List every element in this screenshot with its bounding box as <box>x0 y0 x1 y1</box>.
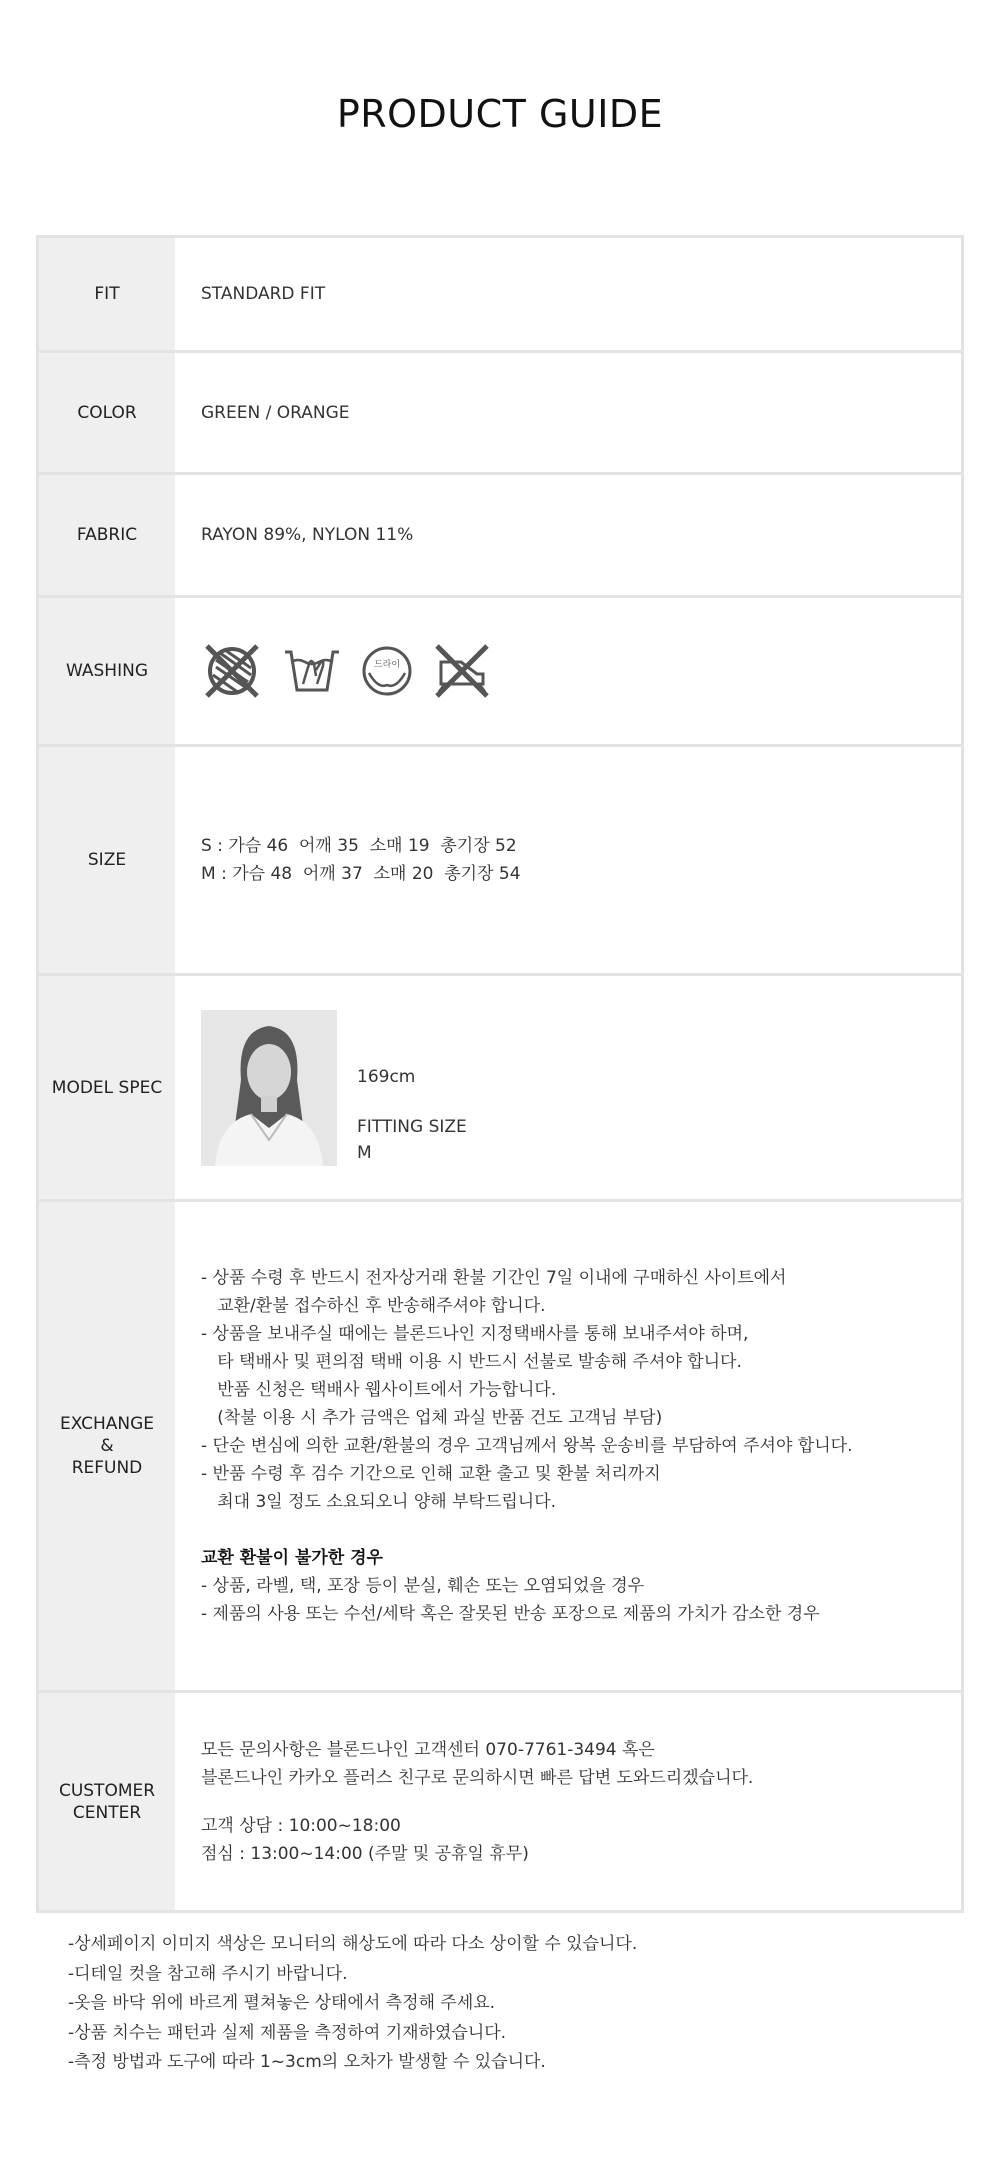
size-value <box>175 747 961 973</box>
exchange-line: - 단순 변심에 의한 교환/환불의 경우 고객님께서 왕복 운송비를 부담하여 주셔야 합니다. <box>201 1436 853 1456</box>
dry-clean-label: 드라이 <box>373 660 401 670</box>
size-label: SIZE <box>39 747 175 973</box>
exchange-refund-label: EXCHANGE & REFUND <box>39 1202 175 1690</box>
exchange-refund-value <box>175 1202 961 1690</box>
model-photo <box>201 1010 337 1166</box>
customer-hours: 고객 상담 : 10:00~18:00 <box>201 1815 401 1836</box>
row-customer-center <box>39 1693 961 1910</box>
row-color <box>39 353 961 475</box>
exchange-line: 최대 3일 정도 소요되오니 양해 부탁드립니다. <box>201 1492 557 1512</box>
product-guide-table <box>36 235 964 1913</box>
fabric-value: RAYON 89%, NYLON 11% <box>201 525 414 545</box>
model-photo-illustration <box>201 1010 337 1166</box>
notice-item: -디테일 컷을 참고해 주시기 바랍니다. <box>68 1963 348 1984</box>
row-exchange-refund <box>39 1202 961 1693</box>
model-spec-label: MODEL SPEC <box>39 976 175 1199</box>
customer-line: 모든 문의사항은 블론드나인 고객센터 070-7761-3494 혹은 <box>201 1739 655 1760</box>
exchange-line: 타 택배사 및 편의점 택배 이용 시 반드시 선불로 발송해 주셔야 합니다. <box>201 1352 742 1372</box>
fitting-size-value: M <box>357 1142 372 1163</box>
row-size <box>39 747 961 976</box>
row-fit <box>39 238 961 353</box>
fit-label: FIT <box>39 238 175 350</box>
row-model-spec <box>39 976 961 1202</box>
model-spec-value <box>175 976 961 1199</box>
exchange-line: - 상품을 보내주실 때에는 블론드나인 지정택배사를 통해 보내주셔야 하며, <box>201 1324 749 1344</box>
notice-item: -옷을 바닥 위에 바르게 펼쳐놓은 상태에서 측정해 주세요. <box>68 1993 496 2013</box>
page-title: PRODUCT GUIDE <box>336 92 664 136</box>
customer-hours: 점심 : 13:00~14:00 (주말 및 공휴일 휴무) <box>201 1843 529 1864</box>
row-fabric <box>39 475 961 598</box>
notice-item: -측정 방법과 도구에 따라 1~3cm의 오차가 발생할 수 있습니다. <box>68 2052 546 2072</box>
nonrefund-line: - 상품, 라벨, 택, 포장 등이 분실, 훼손 또는 오염되었을 경우 <box>201 1576 645 1596</box>
customer-center-value <box>175 1693 961 1910</box>
nonrefund-line: - 제품의 사용 또는 수선/세탁 혹은 잘못된 반송 포장으로 제품의 가치가 감소한 경우 <box>201 1604 820 1624</box>
nonrefund-title: 교환 환불이 불가한 경우 <box>201 1548 383 1568</box>
customer-center-label: CUSTOMER CENTER <box>39 1693 175 1910</box>
size-line-s: S : 가슴 46 어깨 35 소매 19 총기장 52 <box>201 836 517 856</box>
notice-item: -상품 치수는 패턴과 실제 제품을 측정하여 기재하였습니다. <box>68 2022 507 2043</box>
notice-list <box>68 1930 948 2078</box>
fitting-size-label: FITTING SIZE <box>357 1116 467 1137</box>
washing-icons <box>201 640 961 702</box>
exchange-line: - 상품 수령 후 반드시 전자상거래 환불 기간인 7일 이내에 구매하신 사이트에서 <box>201 1268 787 1288</box>
notice-item: -상세페이지 이미지 색상은 모니터의 해상도에 따라 다소 상이할 수 있습니다. <box>68 1934 638 1954</box>
exchange-line: - 반품 수령 후 검수 기간으로 인해 교환 출고 및 환불 처리까지 <box>201 1464 661 1484</box>
customer-line: 블론드나인 카카오 플러스 친구로 문의하시면 빠른 답변 도와드리겠습니다. <box>201 1767 754 1788</box>
exchange-line: 교환/환불 접수하신 후 반송해주셔야 합니다. <box>201 1296 546 1316</box>
washing-label: WASHING <box>39 598 175 744</box>
model-info <box>357 1064 467 1166</box>
exchange-line: (착불 이용 시 추가 금액은 업체 과실 반품 건도 고객님 부담) <box>201 1408 663 1428</box>
hand-wash-icon <box>281 640 343 702</box>
dry-clean-icon <box>361 645 413 697</box>
fabric-label: FABRIC <box>39 475 175 595</box>
row-washing <box>39 598 961 747</box>
fit-value: STANDARD FIT <box>201 284 326 304</box>
no-ironing-icon <box>431 640 493 702</box>
exchange-line: 반품 신청은 택배사 웹사이트에서 가능합니다. <box>201 1380 557 1400</box>
color-label: COLOR <box>39 353 175 472</box>
model-height: 169cm <box>357 1066 416 1087</box>
no-tumble-dry-icon <box>201 640 263 702</box>
color-value: GREEN / ORANGE <box>201 402 350 423</box>
washing-value <box>175 598 961 744</box>
size-line-m: M : 가슴 48 어깨 37 소매 20 총기장 54 <box>201 864 521 884</box>
